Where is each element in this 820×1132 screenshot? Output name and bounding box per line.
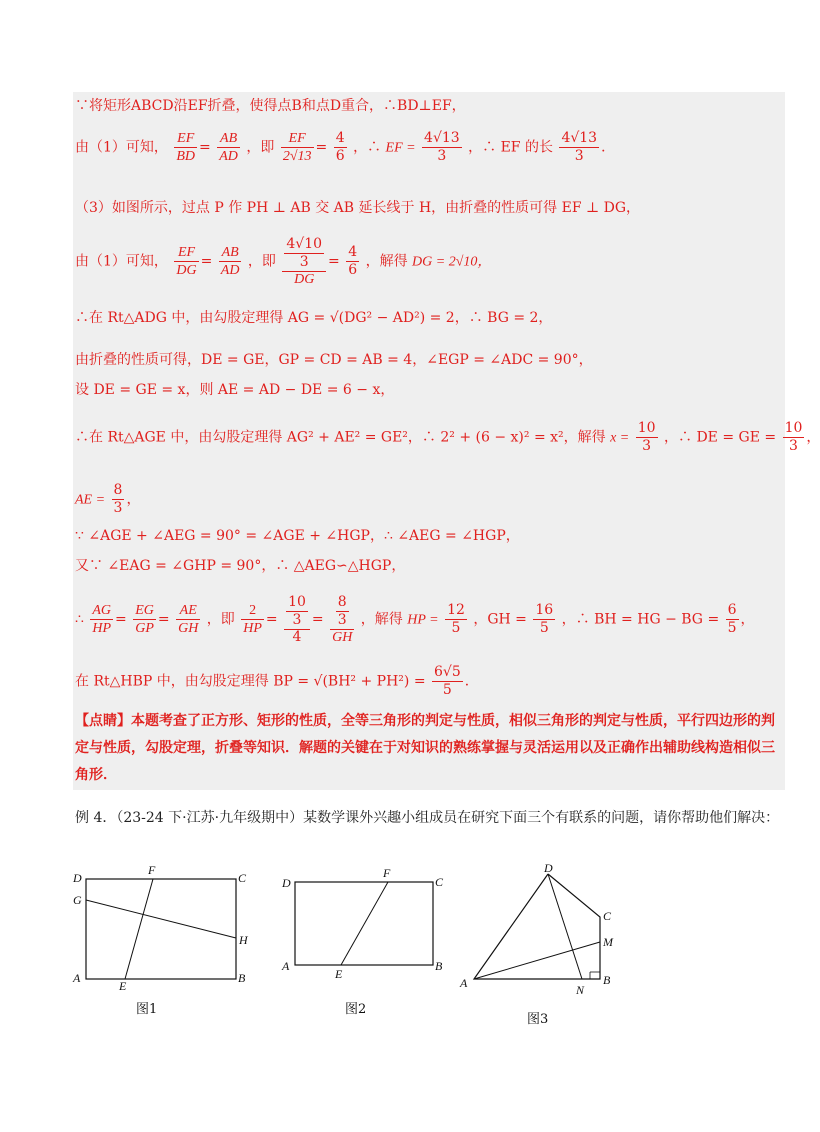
fraction-ef-result: $\frac{4√13}{3}$ [424,130,460,164]
nested-fraction-n2: $\frac{\frac{8}{3}}{GH}$ [332,594,353,645]
segment-ef [341,882,388,965]
solution-line-7: 设 DE = GE = x，则 AE = AD − DE = 6 − x， [75,382,395,398]
fraction-4-6-b: $\frac{4}{6}$ [348,244,358,278]
solution-line-2: 由（1）可知， $\frac{EF}{BD}$ = $\frac{AB}{AD}$ ，即 $\frac{EF}{2√13}$ = $\frac{4}{6}$ ，∴ EF = $\frac{4√13}{3}$ ，∴ EF 的长 $\frac{4√13}{3}$ ． [75,130,616,164]
figure-1 [68,862,268,992]
svg-text:D: D [282,876,291,890]
segment-dn [548,874,582,979]
svg-text:C: C [435,875,444,889]
svg-text:N: N [576,983,585,997]
dianjing-title: 【点睛】 [75,713,131,729]
solution-line-12: ∴ $\frac{AG}{HP}$ = $\frac{EG}{GP}$ = $\frac{AE}{GH}$ ，即 $\frac{2}{HP}$ = $\frac{\frac{10}{3}}{4}$ = $\frac{\frac{8}{3}}{GH}$ ，解得 HP = $\frac{12}{5}$ ，GH = $\frac{16}{5}$ ，∴ BH = HG − BG = $\frac{6}{5}$ ， [75,594,755,645]
fraction-ab-ad-2: $\frac{AB}{AD}$ [220,245,240,278]
figure-3-caption: 图3 [527,1012,549,1027]
fraction-x-value: $\frac{10}{3}$ [637,420,656,454]
solution-line-10: ∵ ∠AGE + ∠AEG = 90° = ∠AGE + ∠HGP，∴ ∠AEG = ∠HGP， [75,528,520,544]
figure-2 [278,862,468,982]
fraction-ef-dg: $\frac{EF}{DG}$ [176,245,197,278]
fraction-ef-bd: $\frac{EF}{BD}$ [176,131,196,164]
solution-line-8: ∴在 Rt△AGE 中，由勾股定理得 AG² + AE² = GE²，∴ 2² + (6 − x)² = x²，解得 x = $\frac{10}{3}$ ，∴ DE = GE = $\frac{10}{3}$ ， [75,420,820,454]
fraction-ef-length: $\frac{4√13}{3}$ [561,130,598,164]
fraction-ef-root13: $\frac{EF}{2√13}$ [282,131,312,164]
svg-text:C: C [603,909,612,923]
label-d: D [73,871,82,885]
solution-line-9: AE = $\frac{8}{3}$ ， [75,482,141,516]
solution-line-4: 由（1）可知， $\frac{EF}{DG}$ = $\frac{AB}{AD}$ ，即 $\frac{\frac{4√10}{3}}{DG}$ = $\frac{4}{6}$ ，解得 DG = 2√10， [75,236,492,287]
svg-text:F: F [383,866,391,880]
label-c: C [238,871,247,885]
figure-1-caption: 图1 [136,1002,158,1017]
label-g: G [73,893,82,907]
label-a: A [73,971,81,985]
segment-am [474,942,600,979]
svg-text:B: B [435,959,443,973]
solution-line-3: （3）如图所示，过点 P 作 PH ⊥ AB 交 AB 延长线于 H，由折叠的性质可得 EF ⊥ DG， [75,200,641,216]
solution-line-5: ∴在 Rt△ADG 中，由勾股定理得 AG = √(DG² − AD²) = 2，∴ BG = 2， [75,310,553,326]
figure-3 [455,862,635,1002]
label-h: H [239,933,248,947]
fraction-de-value: $\frac{10}{3}$ [784,420,803,454]
label-b: B [238,971,246,985]
quadrilateral-adcb [474,874,600,979]
segment-gh [86,900,236,938]
solution-line-11: 又∵ ∠EAG = ∠GHP = 90°，∴ △AEG∽△HGP， [75,558,406,574]
fraction-ab-ad: $\frac{AB}{AD}$ [219,131,238,164]
example-4-text: 例 4．（23-24 下·江苏·九年级期中）某数学课外兴趣小组成员在研究下面三个有联系的问题，请你帮助他们解决： [75,810,780,826]
nested-fraction-n1: $\frac{\frac{10}{3}}{4}$ [284,594,310,645]
svg-text:M: M [603,935,613,949]
solution-line-13: 在 Rt△HBP 中，由勾股定理得 BP = √(BH² + PH²) = $\frac{6√5}{5}$ ． [75,664,479,698]
dianjing-text: 本题考查了正方形、矩形的性质，全等三角形的判定与性质，相似三角形的判定与性质，平行四边形的判定与性质，勾股定理，折叠等知识．解题的关键在于对知识的熟练掌握与灵活运用以及正确作出辅助线构造相似三角形． [75,713,775,783]
fraction-4-6: $\frac{4}{6}$ [335,130,345,164]
solution-line-6: 由折叠的性质可得，DE = GE，GP = CD = AB = 4，∠EGP = ∠ADC = 90°， [75,352,593,368]
label-f: F [148,863,156,877]
solution-line-1 [75,96,466,116]
label-e: E [119,979,127,993]
svg-text:A: A [460,976,468,990]
line-1-text: ∵将矩形ABCD沿EF折叠，使得点B和点D重合，∴BD⊥EF， [75,98,466,114]
svg-text:B: B [603,973,611,987]
svg-text:E: E [335,967,343,981]
segment-ef [125,879,153,979]
figure-2-caption: 图2 [345,1002,367,1017]
rectangle-abcd [86,879,236,979]
fraction-ae-value: $\frac{8}{3}$ [113,482,123,516]
nested-fraction-dg: $\frac{\frac{4√10}{3}}{DG}$ [282,236,326,287]
dianjing-note [75,708,780,789]
svg-text:D: D [544,861,553,875]
svg-text:A: A [282,959,290,973]
